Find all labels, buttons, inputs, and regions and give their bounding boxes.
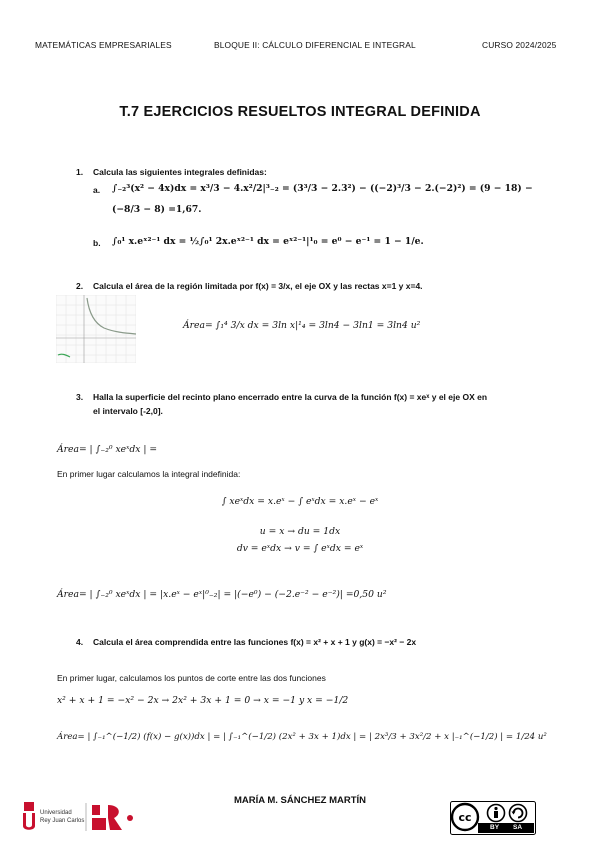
exercise-1b-line: ∫₀¹ x.eˣ²⁻¹ dx = ½∫₀¹ 2x.eˣ²⁻¹ dx = eˣ²⁻¹|¹₀ = e⁰ − e⁻¹ = 1 − 1/e.: [112, 236, 424, 247]
exercise-3-area-setup: Área= | ∫₋₂⁰ xeˣdx | =: [57, 444, 158, 455]
exercise-3-step-parts: ∫ xeˣdx = x.eˣ − ∫ eˣdx = x.eˣ − eˣ: [221, 496, 379, 507]
exercise-3-step-dv: dv = eˣdx → v = ∫ eˣdx = eˣ: [236, 543, 364, 554]
header-course: CURSO 2024/2025: [482, 40, 557, 50]
university-name-line1: Universidad: [40, 810, 72, 816]
exercise-3-intro: En primer lugar calculamos la integral indefinida:: [57, 469, 241, 479]
exercise-1a-label: a.: [93, 185, 101, 195]
exercise-1-statement: Calcula las siguientes integrales definidas:: [93, 167, 267, 177]
exercise-4-cut-points: x² + x + 1 = −x² − 2x → 2x² + 3x + 1 = 0 → x = −1 y x = −1/2: [57, 695, 349, 706]
exercise-3-result: Área= | ∫₋₂⁰ xeˣdx | = |x.eˣ − eˣ|⁰₋₂| = |(−e⁰) − (−2.e⁻² − e⁻²)| =0,50 u²: [57, 589, 387, 600]
exercise-3-statement-line1: Halla la superficie del recinto plano encerrado entre la curva de la función f(x) = xeˣ y el eje OX en: [93, 392, 488, 402]
exercise-2-statement: Calcula el área de la región limitada por f(x) = 3/x, el eje OX y las rectas x=1 y x=4.: [93, 281, 423, 291]
university-name-line2: Rey Juan Carlos: [40, 818, 85, 824]
cc-by-label: BY: [490, 824, 500, 831]
exercise-2-number: 2.: [76, 281, 84, 291]
exercise-3-statement-line2: el intervalo [-2,0].: [93, 406, 163, 416]
exercise-4-result: Área= | ∫₋₁^(−1/2) (f(x) − g(x))dx | = | ∫₋₁^(−1/2) (2x² + 3x + 1)dx | = | 2x³/3 + 3x²/2 + x |₋₁^(−1/2) | = 1/24 u²: [57, 732, 547, 742]
author-name: MARÍA M. SÁNCHEZ MARTÍN: [233, 795, 367, 806]
exercise-4-statement: Calcula el área comprendida entre las funciones f(x) = x² + x + 1 y g(x) = −x² − 2x: [93, 637, 417, 647]
exercise-1b-label: b.: [93, 238, 101, 248]
hyperbola-graph: [56, 295, 136, 363]
cc-license-badge[interactable]: [450, 801, 536, 835]
svg-text:cc: cc: [458, 811, 472, 824]
cc-sa-label: SA: [513, 824, 523, 831]
exercise-1a-line2: (−8/3 − 8) =1,67.: [112, 204, 202, 215]
page-title: T.7 EJERCICIOS RESUELTOS INTEGRAL DEFINIDA: [119, 104, 481, 120]
exercise-1a-line1: ∫₋₂³(x² − 4x)dx = x³/3 − 4.x²/2|³₋₂ = (3³/3 − 2.3²) − ((−2)³/3 − 2.(−2)²) = (9 − 18) −: [112, 183, 533, 194]
exercise-4-number: 4.: [76, 637, 84, 647]
header-block: BLOQUE II: CÁLCULO DIFERENCIAL E INTEGRAL: [214, 40, 416, 50]
header-subject: MATEMÁTICAS EMPRESARIALES: [35, 40, 172, 50]
exercise-4-intro: En primer lugar, calculamos los puntos de corte entre las dos funciones: [57, 673, 326, 683]
exercise-3-number: 3.: [76, 392, 84, 402]
university-crest-icon: [22, 800, 152, 834]
exercise-1-number: 1.: [76, 167, 84, 177]
university-logo: [22, 800, 152, 834]
exercise-3-step-u: u = x → du = 1dx: [259, 526, 341, 537]
exercise-2-answer: Área= ∫₁⁴ 3/x dx = 3ln x|¹₄ = 3ln4 − 3ln1 = 3ln4 u²: [183, 320, 421, 331]
